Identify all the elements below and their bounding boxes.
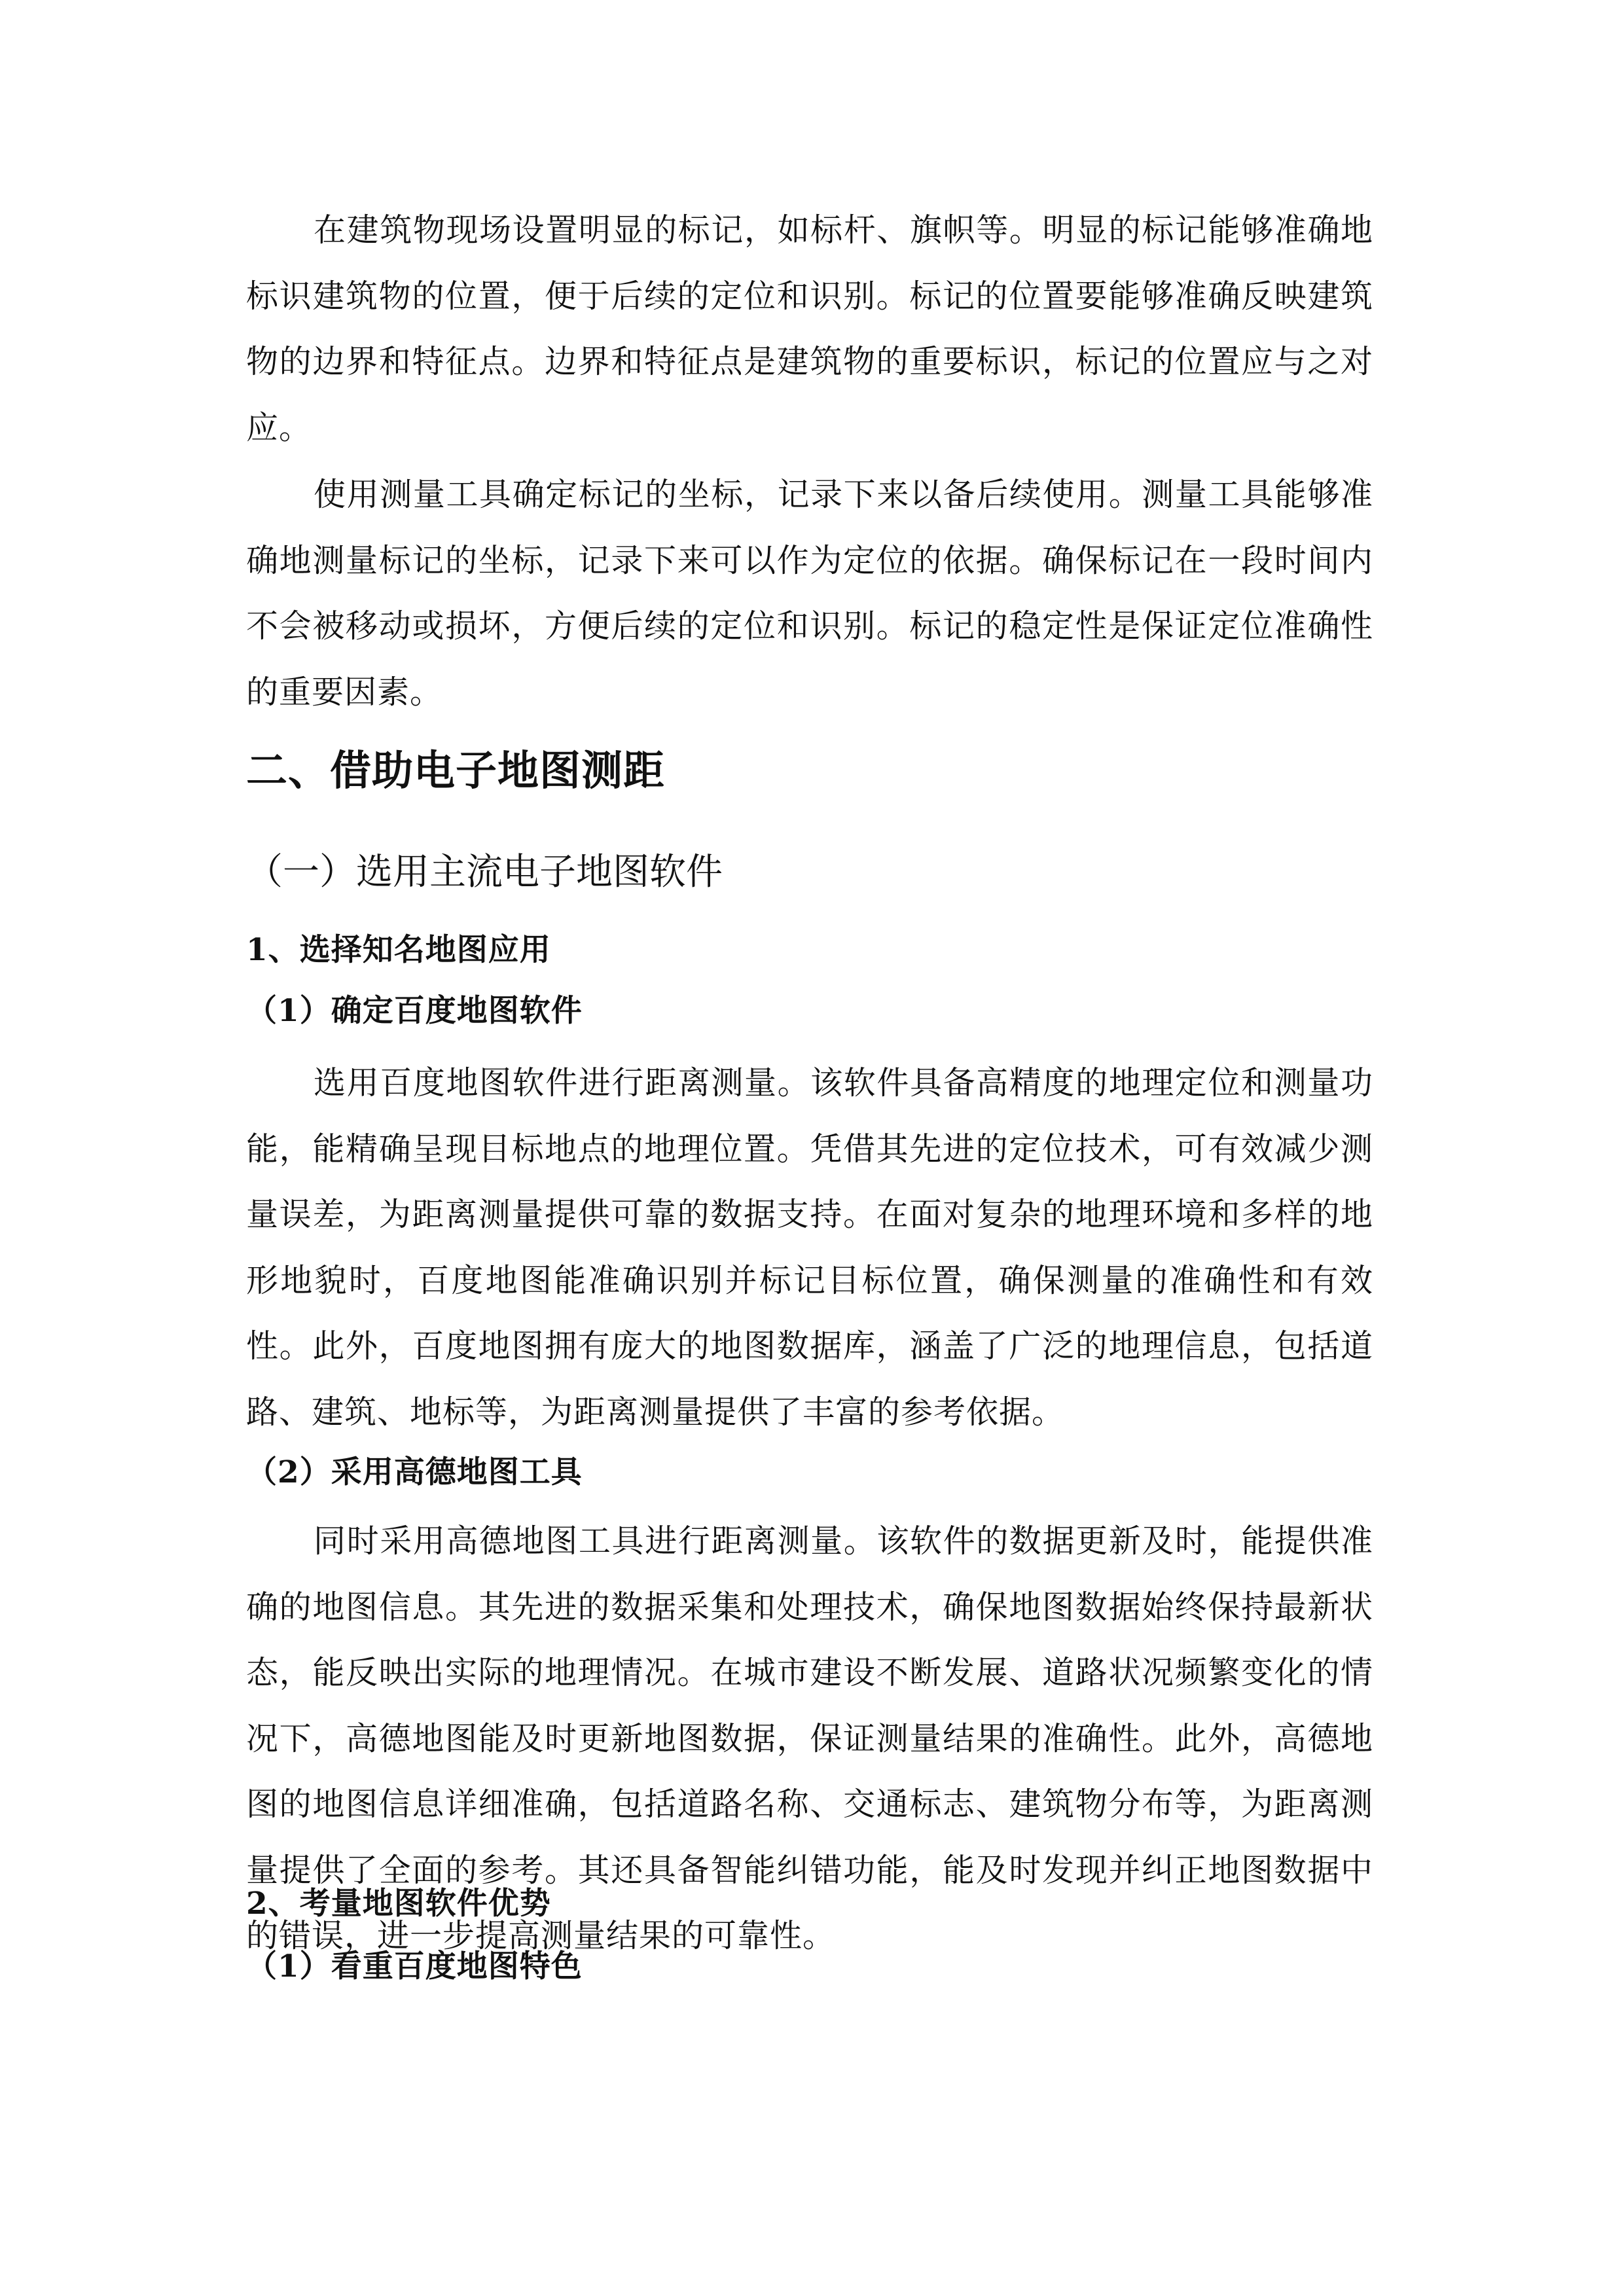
item-heading-2: 2、考量地图软件优势 — [246, 1886, 551, 1922]
paragraph-baidu-map: 选用百度地图软件进行距离测量。该软件具备高精度的地理定位和测量功能，能精确呈现目标地点的地理位置。凭借其先进的定位技术，可有效减少测量误差，为距离测量提供可靠的数据支持。在面对复杂的地理环境和多样的地形地貌时，百度地图能准确识别并标记目标位置，确保测量的准确性和有效性。此外，百度地图拥有庞大的地图数据库，涵盖了广泛的地理信息，包括道路、建筑、地标等，为距离测量提供了丰富的参考依据。 — [246, 1064, 1373, 1431]
item-subheading-baidu: （1）确定百度地图软件 — [246, 993, 583, 1029]
subsection-title: （一）选用主流电子地图软件 — [246, 851, 723, 893]
item-subheading-baidu-features: （1）看重百度地图特色 — [246, 1948, 583, 1984]
section-title: 二、借助电子地图测距 — [246, 747, 665, 795]
item-subheading-amap: （2）采用高德地图工具 — [246, 1454, 583, 1490]
paragraph-amap: 同时采用高德地图工具进行距离测量。该软件的数据更新及时，能提供准确的地图信息。其先进的数据采集和处理技术，确保地图数据始终保持最新状态，能反映出实际的地理情况。在城市建设不断发展、道路状况频繁变化的情况下，高德地图能及时更新地图数据，保证测量结果的准确性。此外，高德地图的地图信息详细准确，包括道路名称、交通标志、建筑物分布等，为距离测量提供了全面的参考。其还具备智能纠错功能，能及时发现并纠正地图数据中的错误，进一步提高测量结果的可靠性。 — [246, 1522, 1373, 1954]
paragraph-site-markers: 在建筑物现场设置明显的标记，如标杆、旗帜等。明显的标记能够准确地标识建筑物的位置，便于后续的定位和识别。标记的位置要能够准确反映建筑物的边界和特征点。边界和特征点是建筑物的重要标识，标记的位置应与之对应。 — [246, 211, 1373, 446]
paragraph-marker-coordinates: 使用测量工具确定标记的坐标，记录下来以备后续使用。测量工具能够准确地测量标记的坐标，记录下来可以作为定位的依据。确保标记在一段时间内不会被移动或损坏，方便后续的定位和识别。标记的稳定性是保证定位准确性的重要因素。 — [246, 476, 1373, 711]
item-heading-1: 1、选择知名地图应用 — [246, 932, 551, 968]
